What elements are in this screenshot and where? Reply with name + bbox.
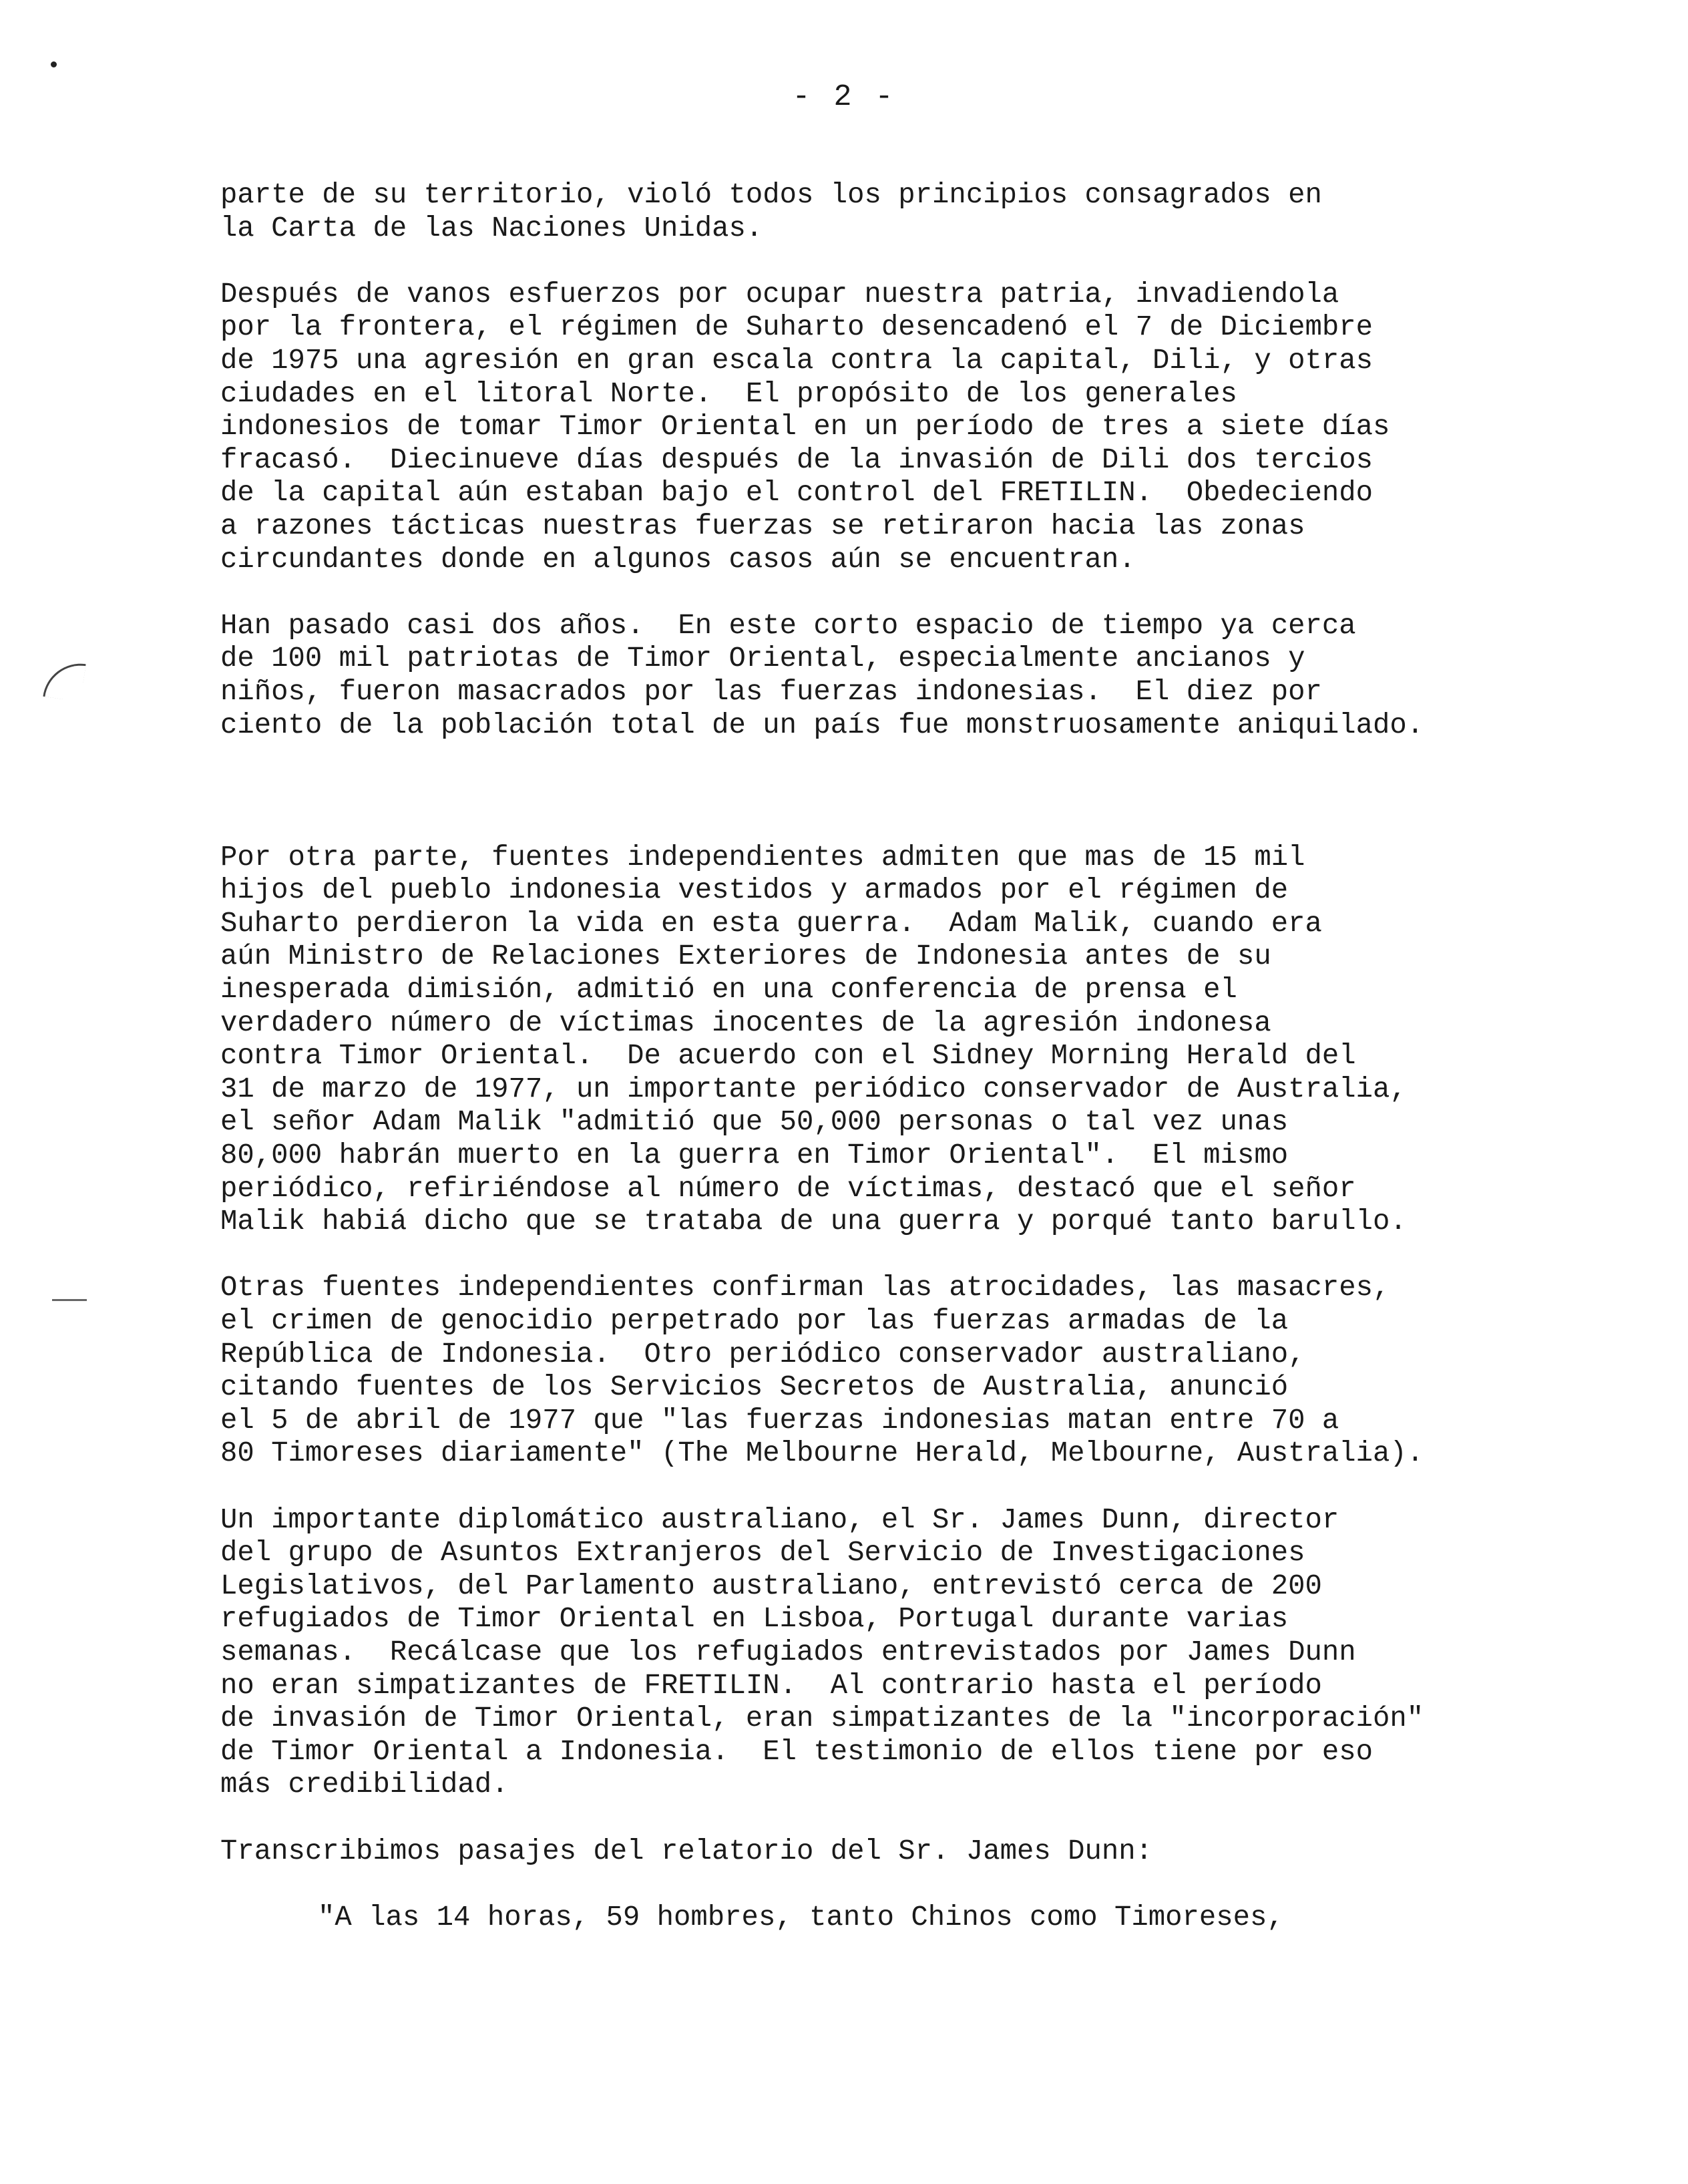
paragraph [220,842,1663,1239]
text-line: periódico, refiriéndose al número de víctimas, destacó que el señor [220,1172,1356,1205]
text-line: Suharto perdieron la vida en esta guerra. Adam Malik, cuando era [220,907,1322,940]
text-line: semanas. Recálcase que los refugiados entrevistados por James Dunn [220,1636,1356,1668]
text-line: fracasó. Diecinueve días después de la invasión de Dili dos tercios [220,443,1373,476]
text-line: ciento de la población total de un país fue monstruosamente aniquilado. [220,709,1424,741]
scan-mark [52,1299,87,1301]
text-line: "A las 14 horas, 59 hombres, tanto Chinos como Timoreses, [318,1901,1284,1934]
text-line: niños, fueron masacrados por las fuerzas indonesias. El diez por [220,675,1322,708]
text-line: Un importante diplomático australiano, el Sr. James Dunn, director [220,1503,1339,1536]
text-line: indonesios de tomar Timor Oriental en un período de tres a siete días [220,411,1390,443]
text-line: Malik habiá dicho que se trataba de una guerra y porqué tanto barullo. [220,1206,1407,1238]
text-line: de Timor Oriental a Indonesia. El testimonio de ellos tiene por eso [220,1735,1373,1768]
paragraph [220,179,1663,245]
text-line: Después de vanos esfuerzos por ocupar nuestra patria, invadiendola [220,278,1339,311]
scan-speck [51,61,57,67]
text-line: el señor Adam Malik "admitió que 50,000 personas o tal vez unas [220,1106,1289,1139]
text-line: ciudades en el litoral Norte. El propósito de los generales [220,377,1237,410]
text-line: Por otra parte, fuentes independientes admiten que mas de 15 mil [220,841,1305,874]
scan-mark [43,659,85,701]
paragraph [220,279,1663,576]
text-line: verdadero número de víctimas inocentes de la agresión indonesa [220,1007,1271,1039]
text-line: 80,000 habrán muerto en la guerra en Timor Oriental". El mismo [220,1139,1289,1172]
text-line: el 5 de abril de 1977 que "las fuerzas indonesias matan entre 70 a [220,1404,1339,1437]
paragraph [220,1504,1663,1802]
text-line: del grupo de Asuntos Extranjeros del Servicio de Investigaciones [220,1537,1305,1570]
paragraph [220,1272,1663,1471]
text-line: de 100 mil patriotas de Timor Oriental, especialmente ancianos y [220,643,1305,675]
text-line: Legislativos, del Parlamento australiano, entrevistó cerca de 200 [220,1570,1322,1602]
text-line: de 1975 una agresión en gran escala contra la capital, Dili, y otras [220,344,1373,377]
page-number: - 2 - [792,80,896,114]
text-line: de invasión de Timor Oriental, eran simpatizantes de la "incorporación" [220,1702,1424,1735]
text-line: 31 de marzo de 1977, un importante periódico conservador de Australia, [220,1073,1407,1105]
quote-paragraph [220,1901,1663,1935]
text-line: 80 Timoreses diariamente" (The Melbourne Herald, Melbourne, Australia). [220,1437,1424,1470]
text-line: el crimen de genocidio perpetrado por las fuerzas armadas de la [220,1305,1289,1337]
text-line: circundantes donde en algunos casos aún se encuentran. [220,543,1136,576]
text-line: la Carta de las Naciones Unidas. [220,212,763,244]
text-line: citando fuentes de los Servicios Secretos de Australia, anunció [220,1371,1289,1404]
text-line: más credibilidad. [220,1769,509,1801]
paragraph [220,610,1663,742]
text-line: parte de su territorio, violó todos los principios consagrados en [220,179,1322,211]
text-line: Han pasado casi dos años. En este corto espacio de tiempo ya cerca [220,609,1356,642]
text-line: Otras fuentes independientes confirman las atrocidades, las masacres, [220,1272,1390,1304]
text-line: a razones tácticas nuestras fuerzas se retiraron hacia las zonas [220,510,1305,542]
paragraph [220,1835,1663,1869]
text-line: aún Ministro de Relaciones Exteriores de Indonesia antes de su [220,940,1271,973]
text-line: de la capital aún estaban bajo el control del FRETILIN. Obedeciendo [220,477,1373,510]
text-line: refugiados de Timor Oriental en Lisboa, Portugal durante varias [220,1603,1289,1636]
text-line: por la frontera, el régimen de Suharto desencadenó el 7 de Diciembre [220,311,1373,344]
document-body [220,179,1663,1934]
text-line: contra Timor Oriental. De acuerdo con el Sidney Morning Herald del [220,1040,1356,1073]
text-line: República de Indonesia. Otro periódico conservador australiano, [220,1338,1305,1371]
text-line: inesperada dimisión, admitió en una conferencia de prensa el [220,974,1237,1007]
text-line: no eran simpatizantes de FRETILIN. Al contrario hasta el período [220,1669,1322,1702]
text-line: Transcribimos pasajes del relatorio del Sr. James Dunn: [220,1835,1153,1867]
text-line: hijos del pueblo indonesia vestidos y armados por el régimen de [220,874,1289,907]
